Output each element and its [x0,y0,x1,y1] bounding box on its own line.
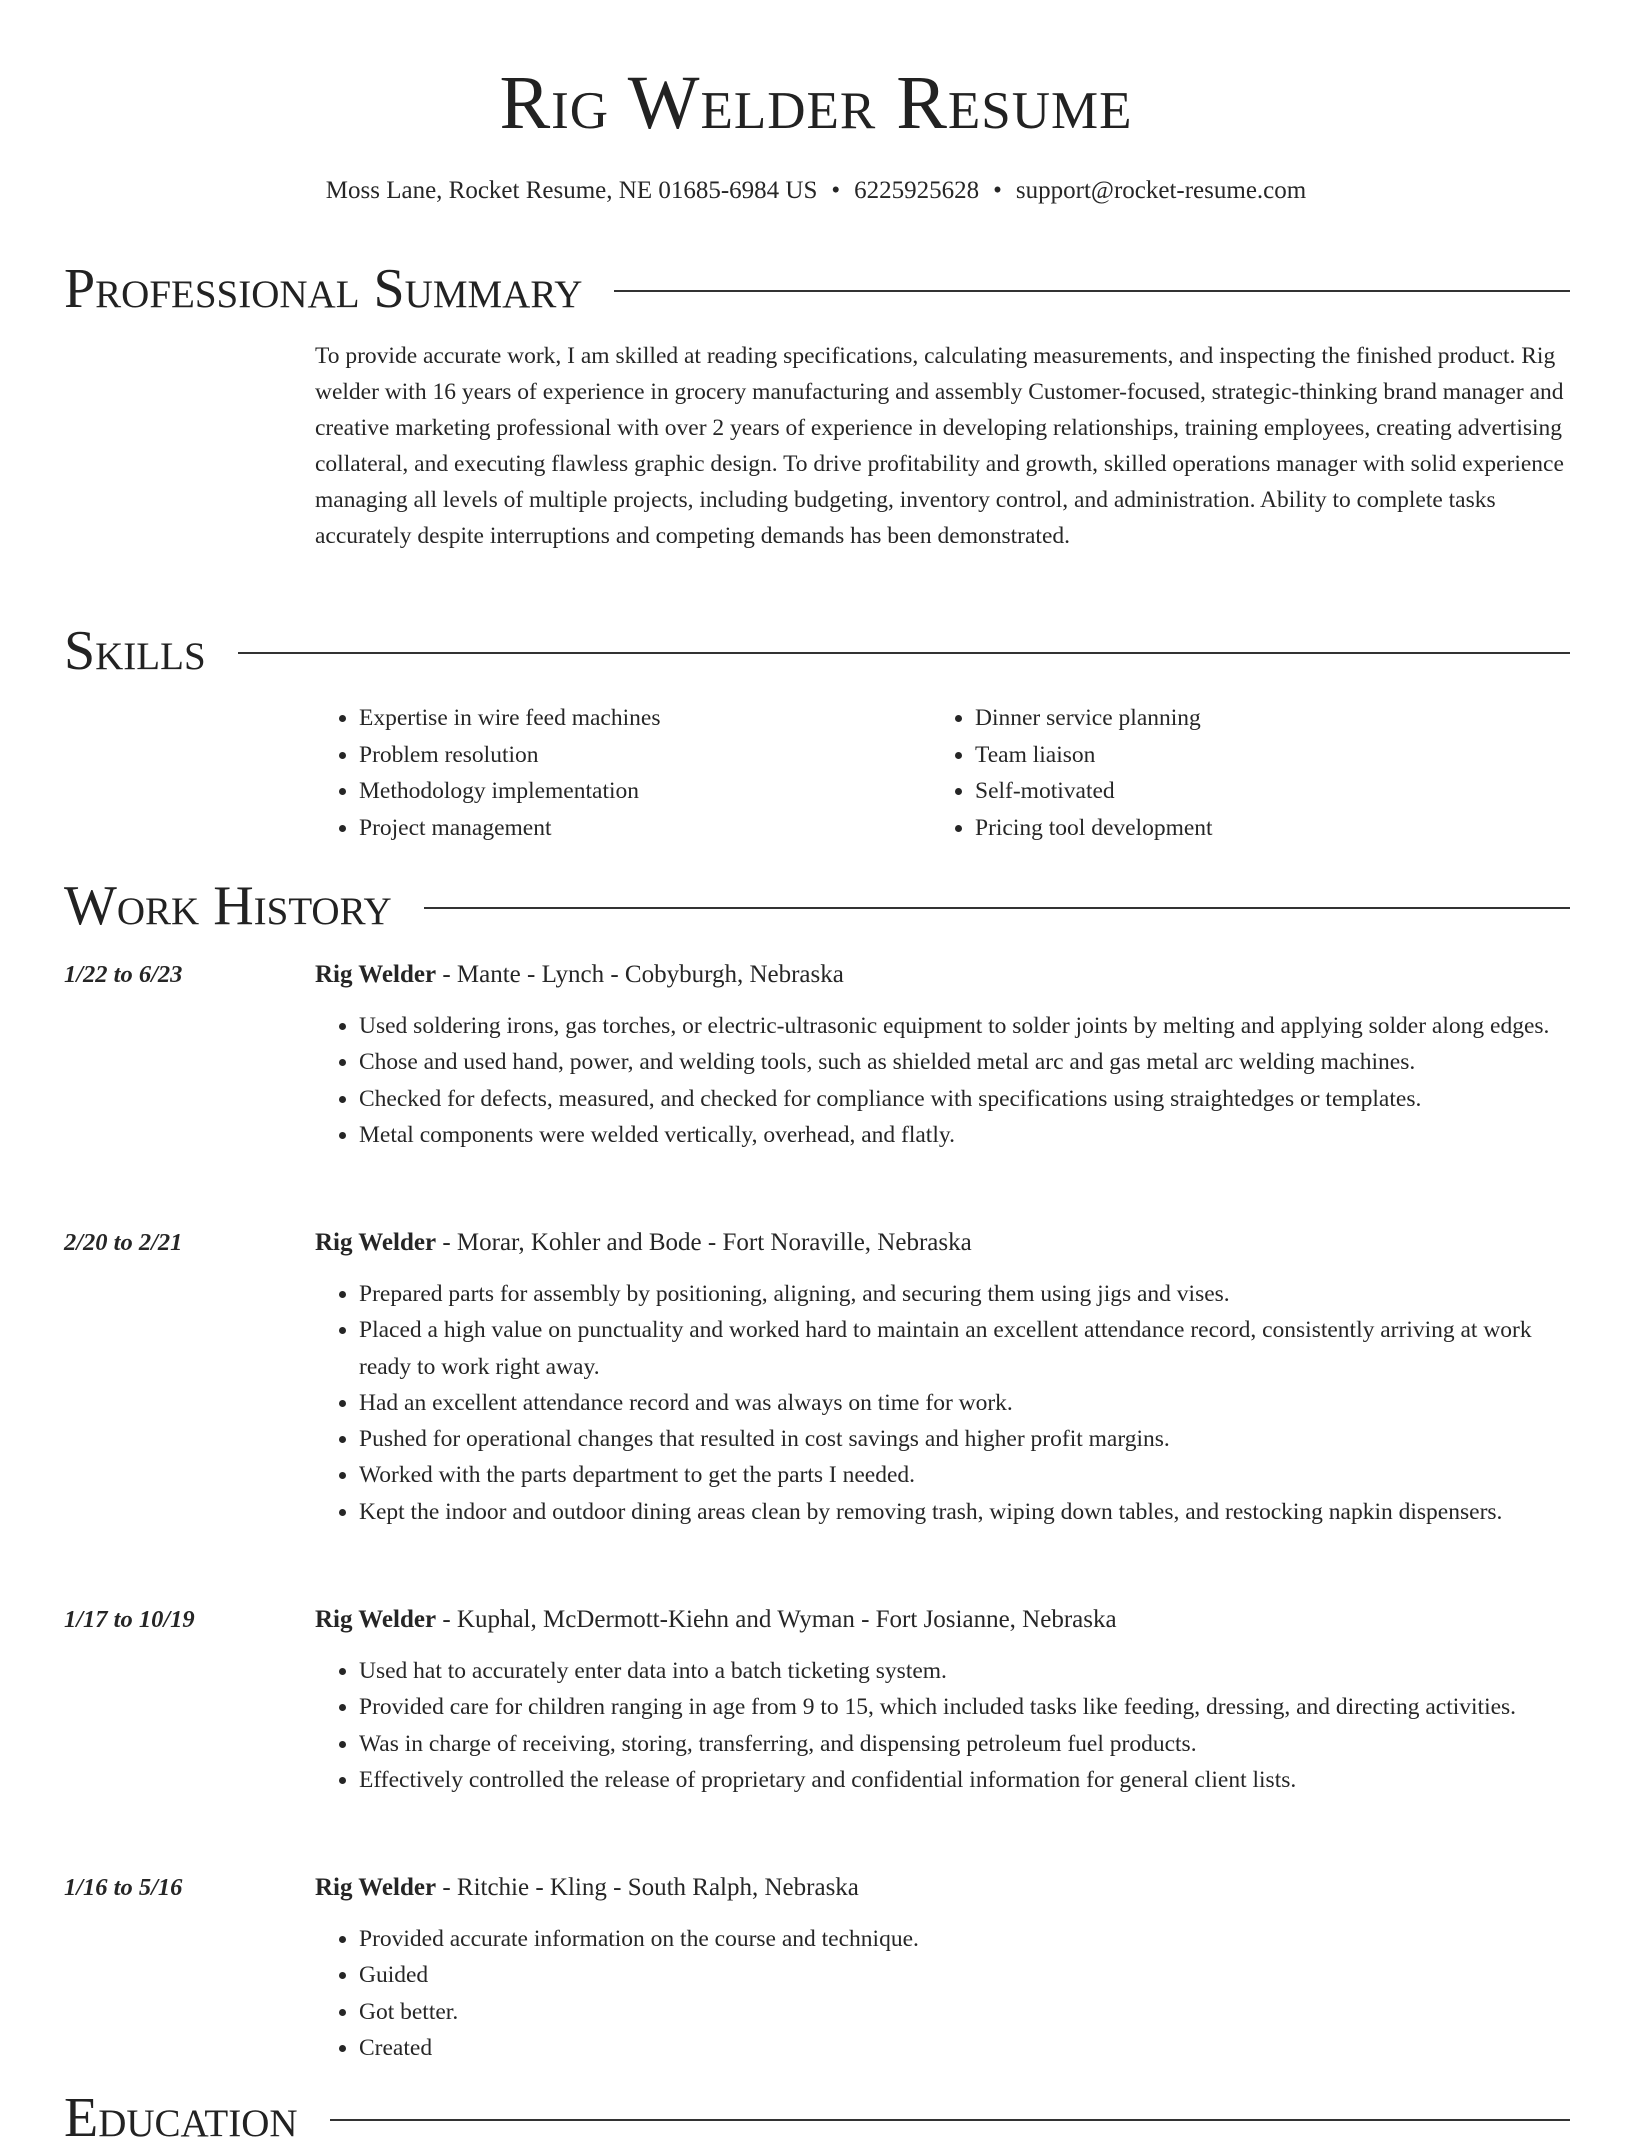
skill-item: • Project management [359,810,931,847]
skill-item: • Self-motivated [975,773,1547,810]
job-bullet: • Was in charge of receiving, storing, transferring, and dispensing petroleum fuel products. [359,1726,1570,1762]
contact-phone: 6225925628 [854,177,980,204]
job-dates: 1/17 to 10/19 [64,1606,195,1633]
job-employer: - Ritchie - Kling - South Ralph, Nebraska [436,1874,859,1901]
work-history-section-header [64,873,1570,939]
job-heading [315,1602,1117,1638]
job-bullet: • Provided care for children ranging in age from 9 to 15, which included tasks like feeding, dressing, and directing activities. [359,1689,1570,1725]
job-heading [315,1225,972,1261]
job-bullet: • Guided [359,1957,1570,1993]
job-bullet: • Pushed for operational changes that resulted in cost savings and higher profit margins. [359,1421,1570,1457]
summary-heading: Professional Summary [64,258,583,320]
section-divider [330,2119,1570,2121]
skills-heading: Skills [64,620,206,682]
job-bullet: • Created [359,2030,1570,2066]
job-dates: 1/22 to 6/23 [64,961,183,988]
job-bullets [315,1008,1570,1153]
job-bullet: • Got better. [359,1994,1570,2030]
job-bullet: • Worked with the parts department to get the parts I needed. [359,1457,1570,1493]
job-heading [315,957,844,993]
job-bullet: • Metal components were welded vertically, overhead, and flatly. [359,1117,1570,1153]
contact-address: Moss Lane, Rocket Resume, NE 01685-6984 US [325,177,818,204]
job-bullet: • Provided accurate information on the course and technique. [359,1921,1570,1957]
job-dates: 1/16 to 5/16 [64,1874,183,1901]
job-bullet: • Effectively controlled the release of proprietary and confidential information for general client lists. [359,1762,1570,1798]
job-bullet: • Chose and used hand, power, and welding tools, such as shielded metal arc and gas metal arc welding machines. [359,1044,1570,1080]
section-divider [614,290,1570,292]
skill-item: • Methodology implementation [359,773,931,810]
job-bullet: • Used hat to accurately enter data into a batch ticketing system. [359,1653,1570,1689]
skills-column-right [931,700,1547,846]
job-bullets [315,1653,1570,1798]
job-title: Rig Welder [315,961,437,988]
skill-item: • Pricing tool development [975,810,1547,847]
contact-separator: • [993,177,1002,204]
job-heading [315,1870,859,1906]
job-employer: - Mante - Lynch - Cobyburgh, Nebraska [436,961,844,988]
skills-list [315,700,1571,846]
resume-title: Rig Welder Resume [499,61,1133,145]
contact-email[interactable]: support@rocket-resume.com [1015,177,1307,204]
job-employer: - Morar, Kohler and Bode - Fort Noraville, Nebraska [436,1229,972,1256]
job-dates: 2/20 to 2/21 [64,1229,183,1256]
contact-separator: • [831,177,841,204]
job-bullets [315,1921,1570,2066]
job-title: Rig Welder [315,1229,437,1256]
skill-item: • Team liaison [975,737,1547,774]
job-bullets [315,1276,1570,1530]
skill-item: • Expertise in wire feed machines [359,700,931,737]
job-bullet: • Used soldering irons, gas torches, or electric-ultrasonic equipment to solder joints by melting and applying solder along edges. [359,1008,1570,1044]
job-bullet: • Checked for defects, measured, and checked for compliance with specifications using straightedges or templates. [359,1081,1570,1117]
contact-line [0,174,1632,208]
job-title: Rig Welder [315,1606,437,1633]
skills-column-left [315,700,931,846]
job-bullet: • Prepared parts for assembly by positioning, aligning, and securing them using jigs and vises. [359,1276,1570,1312]
work-history-heading: Work History [64,875,392,937]
job-bullet: • Kept the indoor and outdoor dining areas clean by removing trash, wiping down tables, and restocking napkin dispensers. [359,1494,1570,1530]
section-divider [238,652,1570,654]
job-bullet: • Had an excellent attendance record and was always on time for work. [359,1385,1570,1421]
section-divider [424,907,1570,909]
skills-section-header [64,618,1570,684]
job-title: Rig Welder [315,1874,437,1901]
education-heading: Education [64,2087,298,2149]
skill-item: • Dinner service planning [975,700,1547,737]
skill-item: • Problem resolution [359,737,931,774]
job-bullet: • Placed a high value on punctuality and worked hard to maintain an excellent attendance record, consistently arriving at work ready to work right away. [359,1312,1570,1385]
summary-text: To provide accurate work, I am skilled at reading specifications, calculating measurements, and inspecting the finished product. Rig welder with 16 years of experience in grocery manufacturing and assembly Customer-focused, strategic-thinking brand manager and creative marketing professional with over 2 years of experience in developing relationships, training employees, creating advertising collateral, and executing flawless graphic design. To drive profitability and growth, skilled operations manager with solid experience managing all levels of multiple projects, including budgeting, inventory control, and administration. Ability to complete tasks accurately despite interruptions and competing demands has been demonstrated. [315,343,1564,549]
job-employer: - Kuphal, McDermott-Kiehn and Wyman - Fort Josianne, Nebraska [436,1606,1117,1633]
summary-section-header [64,256,1570,322]
education-section-header [64,2085,1570,2151]
